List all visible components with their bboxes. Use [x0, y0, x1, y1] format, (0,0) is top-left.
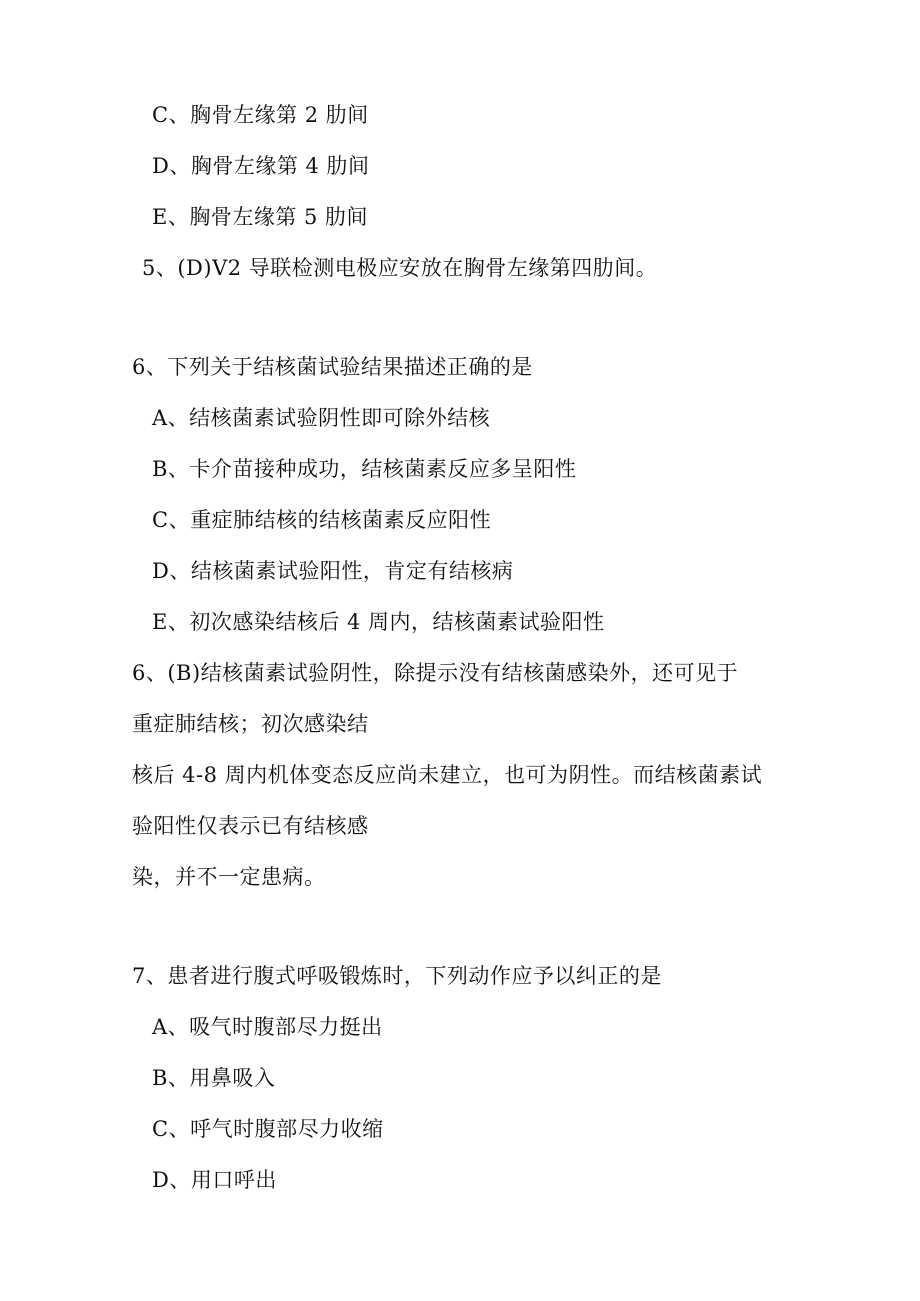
q6-option-a: A、结核菌素试验阴性即可除外结核 [152, 406, 491, 430]
q7-question: 7、患者进行腹式呼吸锻炼时，下列动作应予以纠正的是 [132, 964, 662, 988]
q6-option-d: D、结核菌素试验阳性，肯定有结核病 [152, 559, 514, 583]
q7-option-c: C、呼气时腹部尽力收缩 [152, 1117, 384, 1141]
q5-option-d: D、胸骨左缘第 4 肋间 [152, 154, 370, 178]
q7-option-d: D、用口呼出 [152, 1168, 277, 1192]
q5-option-c: C、胸骨左缘第 2 肋间 [152, 103, 369, 127]
q6-option-e: E、初次感染结核后 4 周内，结核菌素试验阳性 [152, 610, 605, 634]
q6-answer-line-1: 6、(B)结核菌素试验阴性，除提示没有结核菌感染外，还可见于 [132, 661, 739, 685]
q6-answer-line-2: 重症肺结核；初次感染结 [132, 712, 369, 736]
q6-question: 6、下列关于结核菌试验结果描述正确的是 [132, 355, 533, 379]
q6-option-c: C、重症肺结核的结核菌素反应阳性 [152, 508, 492, 532]
q6-answer-line-3: 核后 4-8 周内机体变态反应尚未建立，也可为阴性。而结核菌素试 [132, 763, 763, 787]
q5-option-e: E、胸骨左缘第 5 肋间 [152, 205, 369, 229]
q6-option-b: B、卡介苗接种成功，结核菌素反应多呈阳性 [152, 457, 577, 481]
q7-option-a: A、吸气时腹部尽力挺出 [152, 1015, 383, 1039]
q7-option-b: B、用鼻吸入 [152, 1066, 276, 1090]
q6-answer-line-4: 验阳性仅表示已有结核感 [132, 814, 369, 838]
q6-answer-line-5: 染，并不一定患病。 [132, 865, 326, 889]
q5-answer: 5、(D)V2 导联检测电极应安放在胸骨左缘第四肋间。 [142, 256, 658, 280]
